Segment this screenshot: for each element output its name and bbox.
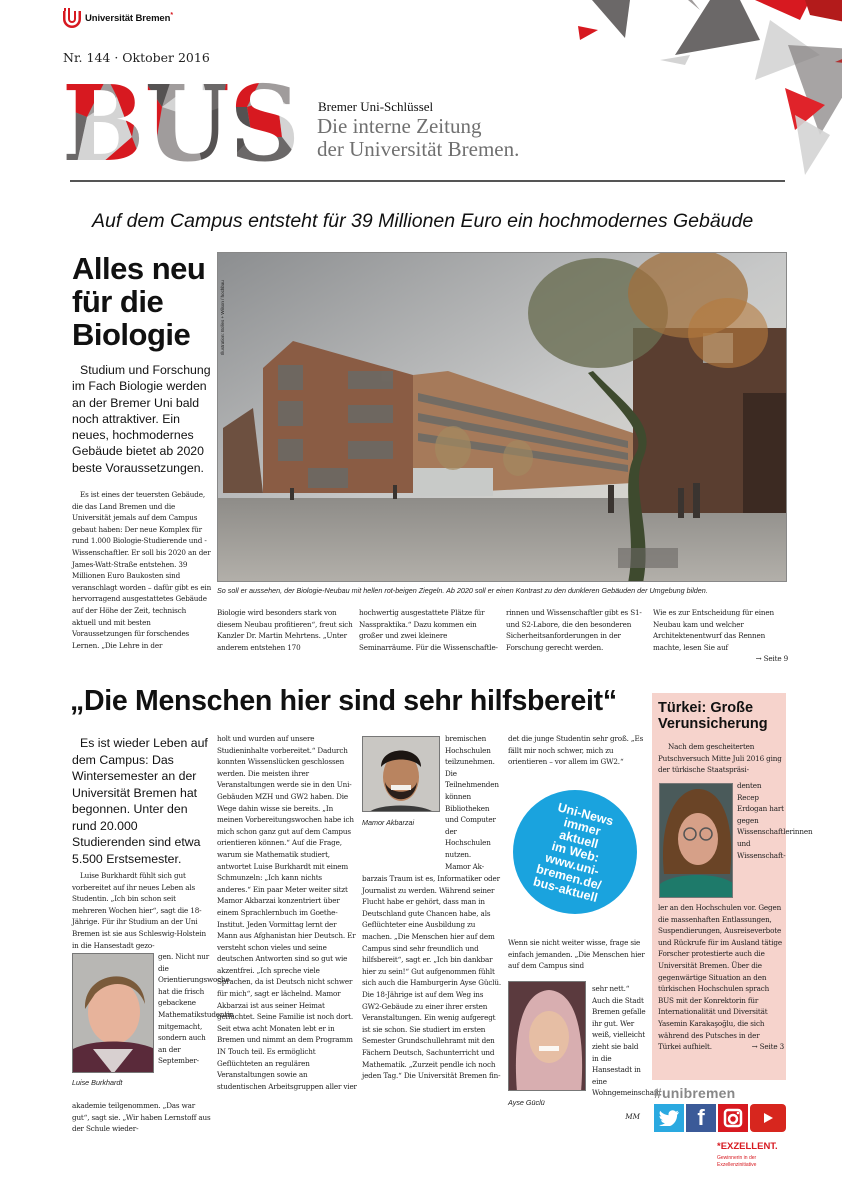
second-headline[interactable]: „Die Menschen hier sind sehr hilfsbereit“ — [70, 685, 617, 717]
caption-mamor: Mamor Akbarzai — [362, 818, 415, 827]
photo-caption: So soll er aussehen, der Biologie-Neubau mit hellen rot-beigen Ziegeln. Ab 2020 soll er einen Kontrast zu den dunkleren Gebäuden der Umgebung bilden. — [217, 586, 708, 595]
photo-yasemin-karakasoglu — [659, 783, 733, 898]
masthead-tagline: Die interne Zeitung der Universität Bremen. — [317, 114, 520, 161]
second-body-col1-top: Luise Burkhardt fühlt sich gut vorbereitet auf ihr neues Leben als Studentin. „Ich bin schon seit mehreren Wochen hier“, sagt die 18-Jährige. Für ihr Studium an der Uni Bremen ist sie aus Schleswig-Holstein in die Hansestadt gezo- — [72, 871, 206, 950]
photo-credit: Illustration: Bolles + Wilson / hochbau — [220, 280, 225, 355]
exzellent-badge: *EXZELLENT. — [717, 1141, 778, 1152]
photo-mamor-akbarzai — [362, 736, 440, 812]
lead-body-col5: Wie es zur Entscheidung für einen Neubau kam und welcher Architektenentwurf das Rennen machte, lesen Sie auf → Seite 9 — [653, 608, 788, 664]
bus-masthead-logo — [62, 77, 302, 163]
masthead-subtitle: Bremer Uni-Schlüssel — [318, 99, 434, 114]
sidebar-text-wrap: denten Recep Erdogan hart gegen Wissenschaftlerinnen und Wissenschaft- — [737, 781, 813, 860]
second-teaser: Es ist wieder Leben auf dem Campus: Das Wintersemester an der Universität Bremen hat begonnen. Unter den rund 20.000 Studierenden sind etwa 5.500 Erstsemester. — [72, 736, 208, 866]
exzellent-subtitle: Gewinnerin in der Exzellenzinitiative — [717, 1155, 757, 1168]
twitter-icon[interactable] — [654, 1104, 684, 1132]
uni-news-link[interactable]: Uni-News immer aktuell im Web: www.uni- bremen.de/ bus-aktuell — [531, 799, 615, 905]
photo-luise-burkhardt — [72, 953, 154, 1073]
second-body-col1-bottom: akademie teilgenommen. „Das war gut“, sagt sie. „Wir haben Lernstoff aus der Schule wieder- — [72, 1101, 211, 1134]
sidebar-text-top: Nach dem gescheiterten Putschversuch Mitte Juli 2016 ging der türkische Staatspräsi- — [658, 742, 782, 775]
sidebar-title[interactable]: Türkei: Große Verunsicherung — [658, 700, 768, 732]
instagram-icon[interactable] — [718, 1104, 748, 1132]
header-divider — [70, 180, 785, 182]
second-body-col2: holt und wurden auf unsere Studieninhalte vorbereitet.“ Dadurch konnten Wissenslücken geschlossen werden. Die meisten ihrer Veranstaltungen werde sie in den Uni-Gebäuden MZH und GW2 haben. Die Wege dahin wisse sie bereits. „In meinen Vorbereitungswochen habe ich mich schon ganz gut auf dem Campus orientieren können.“ Auf die Frage, warum sie Mathematik studiert, antwortet Luise Burkhardt mit einem Schmunzeln: „Ich kann nichts anderes.“ Ein paar Meter weiter sitzt Mamor Akbarzai konzentriert über einem Sprachlernbuch im Goethe-Institut. Jeden Vormittag lernt der Mann aus Afghanistan hier Deutsch. Er versteht schon vieles und seine deutschen Antworten sind so gut wie akzentfrei. „Ich spreche viele Sprachen, da ist Deutsch nicht schwer für mich“, sagt er lächelnd. Mamor Akbarzai ist aus seiner Heimat geflüchtet. Seine Familie ist noch dort. Seit etwa acht Monaten lebt er in Bremen und nimmt an dem Programm IN Touch teil. Es ermöglicht Geflüchteten an regulären Veranstaltungen sowie an studentischen Arbeitsgruppen aller vier — [217, 734, 357, 1091]
lead-teaser: Studium und Forschung im Fach Biologie werden an der Bremer Uni bald noch attraktiver. Ein neues, hochmodernes Gebäude bietet ab 2020 beste Voraussetzungen. — [72, 363, 211, 475]
decorative-triangles — [430, 0, 842, 180]
second-body-col4-top: det die junge Studentin sehr groß. „Es fällt mir noch schwer, mich zu orientieren – vor allem im GW2.“ — [508, 734, 644, 767]
university-emblem-icon — [62, 8, 82, 28]
second-body-col3-wrap: bremischen Hochschulen teilzunehmen. Die Teilnehmenden können Bibliotheken und Computer der Hochschulen nutzen. Mamor Ak- — [445, 734, 499, 871]
lead-body-col1: Es ist eines der teuersten Gebäude, die das Land Bremen und die Universität jemals auf dem Campus gebaut haben: Der neue Komplex für rund 1.000 Biologie-Studierende und -Wissenschaftler. Er soll bis 2020 an der James-Watt-Straße entstehen. 39 Millionen Euro Baukosten sind veranschlagt worden – dafür gibt es ein hervorragend ausgestattetes Gebäude auf der Höhe der Zeit, technisch aktuell und mit besten Voraussetzungen für forschendes Lernen. „Die Lehre in der — [72, 490, 212, 650]
second-body-col4-mid: Wenn sie nicht weiter wisse, frage sie einfach jemanden. „Die Menschen hier auf dem Campus sind — [508, 938, 645, 971]
hashtag[interactable]: #unibremen — [654, 1085, 736, 1101]
issue-line: Nr. 144 · Oktober 2016 — [63, 50, 210, 65]
social-media-links — [654, 1104, 786, 1132]
second-body-col4-wrap: sehr nett.“ Auch die Stadt Bremen gefalle ihr gut. Wer weiß, vielleicht zieht sie bald in die Hansestadt in eine Wohngemeinschaft. — [592, 984, 662, 1098]
biology-building-photo — [217, 252, 787, 582]
facebook-icon[interactable]: f — [686, 1104, 716, 1132]
photo-ayse-guclu — [508, 981, 586, 1091]
lead-body-col2: Biologie wird besonders stark von diesem Neubau profitieren“, freut sich Kanzler Dr. Martin Mehrtens. „Unter anderem entstehen 170 — [217, 608, 353, 652]
sidebar-text-bottom: ler an den Hochschulen vor. Gegen die massenhaften Entlassungen, Suspendierungen, Ausreiseverbote und Rückrufe für im Ausland tätige Forscher protestierte auch die Universität Bremen. Über die gegenwärtige Situation an den türkischen Hochschulen sprach BUS mit der Konrektorin für Internationalität und Diversität Yasemin Karakaşoğlu, die sich während des Putsches in der Türkei aufhielt. → Seite 3 — [658, 903, 784, 1052]
second-body-col1-wrap: gen. Nicht nur die Orientierungswoche hat die frisch gebackene Mathematikstudentin mitgemacht, sondern auch an der September- — [158, 952, 234, 1066]
author-initials: MM — [625, 1112, 640, 1121]
lead-body-col4: rinnen und Wissenschaftler gibt es S1- und S2-Labore, die den besonderen Sicherheitsanforderungen in der Forschung gerecht werden. — [506, 608, 642, 652]
caption-luise: Luise Burkhardt — [72, 1078, 123, 1087]
youtube-icon[interactable] — [750, 1104, 786, 1132]
university-logo[interactable] — [62, 8, 173, 28]
second-body-col3: barzais Traum ist es, Informatiker oder Journalist zu werden. Während seiner Flucht habe er gehört, dass man in Deutschland gute Chancen habe, als Geflüchteter eine Ausbildung zu machen. „Die Menschen hier auf dem Campus sind sehr freundlich und hilfsbereit“, sagt er. „Ich bin dankbar hier zu sein!“ Gut aufgenommen fühlt sich auch die Hamburgerin Ayse Güclü. Die 18-Jährige ist auf dem Weg ins GW2-Gebäude zu einer ihrer ersten Veranstaltungen. Ein wenig aufgeregt ist sie schon. Sie studiert im ersten Semester Grundschullehramt mit den Fächern Deutsch, Sachunterricht und Mathematik. „Zurzeit pendle ich noch jeden Tag.“ Die Universität Bremen fin- — [362, 874, 501, 1081]
caption-ayse: Ayse Güclü — [508, 1098, 545, 1107]
page-reference-link[interactable]: → Seite 9 — [755, 654, 788, 664]
lead-kicker: Auf dem Campus entsteht für 39 Millionen Euro ein hochmodernes Gebäude — [92, 210, 754, 232]
lead-headline[interactable]: Alles neu für die Biologie — [72, 251, 206, 352]
sidebar-page-reference[interactable]: → Seite 3 — [751, 1042, 784, 1052]
lead-body-col3: hochwertig ausgestattete Plätze für Nasspraktika.“ Dazu kommen ein großer und zwei kleinere Seminarräume. Für die Wissenschaftle- — [359, 608, 498, 652]
uni-news-badge[interactable] — [513, 790, 637, 914]
university-name: Universität Bremen* — [85, 11, 173, 25]
